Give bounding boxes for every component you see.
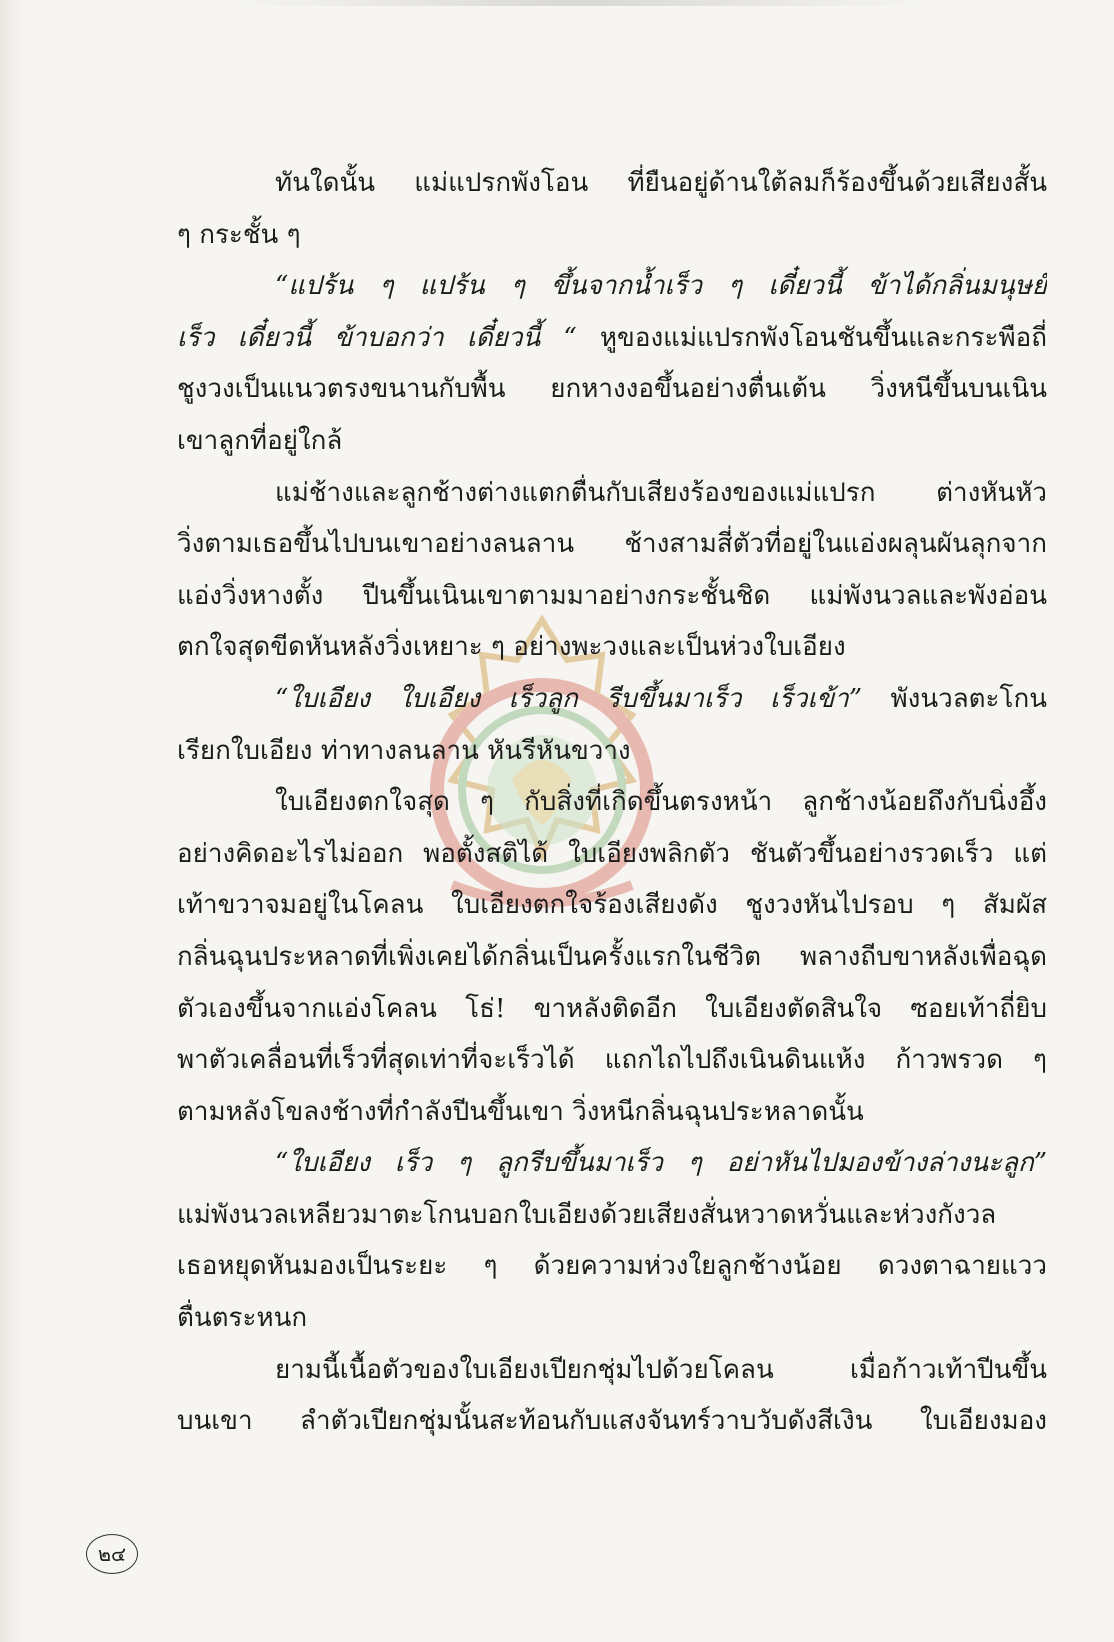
- narration: พังนวลตะโกน: [862, 683, 1047, 714]
- italic-quote: “ใบเอียง ใบเอียง เร็วลูก รีบขึ้นมาเร็ว เร็วเข้า”: [275, 683, 862, 714]
- text-line: [177, 313, 1047, 365]
- text-line: ชูงวงเป็นแนวตรงขนานกับพื้น ยกหางงอขึ้นอย่างตื่นเต้น วิ่งหนีขึ้นบนเนิน: [177, 374, 1047, 405]
- text-line: อย่างคิดอะไรไม่ออก พอตั้งสติได้ ใบเอียงพลิกตัว ชันตัวขึ้นอย่างรวดเร็ว แต่: [177, 838, 1047, 869]
- text-line: เขาลูกที่อยู่ใกล้: [177, 425, 343, 456]
- text-line: บนเขา ลำตัวเปียกชุ่มนั้นสะท้อนกับแสงจันทร์วาบวับดังสีเงิน ใบเอียงมอง: [177, 1406, 1047, 1437]
- text-line: “ใบเอียง เร็ว ๆ ลูกรีบขึ้นมาเร็ว ๆ อย่าหันไปมองข้างล่างนะลูก”: [275, 1148, 1047, 1179]
- text-line: พาตัวเคลื่อนที่เร็วที่สุดเท่าที่จะเร็วได้ แถกไถไปถึงเนินดินแห้ง ก้าวพรวด ๆ: [177, 1045, 1047, 1076]
- top-scan-artifact: [230, 0, 930, 6]
- text-line: วิ่งตามเธอขึ้นไปบนเขาอย่างลนลาน ช้างสามสี่ตัวที่อยู่ในแอ่งผลุนผันลุกจาก: [177, 529, 1047, 560]
- text-line: ตกใจสุดขีดหันหลังวิ่งเหยาะ ๆ อย่างพะวงและเป็นห่วงใบเอียง: [177, 632, 846, 663]
- story-text: [177, 158, 1047, 1448]
- text-line: ยามนี้เนื้อตัวของใบเอียงเปียกชุ่มไปด้วยโคลน เมื่อก้าวเท้าปีนขึ้น: [275, 1354, 1047, 1385]
- text-line: กลิ่นฉุนประหลาดที่เพิ่งเคยได้กลิ่นเป็นครั้งแรกในชีวิต พลางถีบขาหลังเพื่อฉุด: [177, 941, 1047, 972]
- text-line: [177, 674, 1047, 726]
- text-line: “แปร้น ๆ แปร้น ๆ ขึ้นจากน้ำเร็ว ๆ เดี๋ยวนี้ ข้าได้กลิ่นมนุษย์: [275, 271, 1047, 302]
- text-line: ตัวเองขึ้นจากแอ่งโคลน โธ่! ขาหลังติดอีก ใบเอียงตัดสินใจ ซอยเท้าถี่ยิบ: [177, 993, 1047, 1024]
- text-line: ตามหลังโขลงช้างที่กำลังปีนขึ้นเขา วิ่งหนีกลิ่นฉุนประหลาดนั้น: [177, 1096, 864, 1127]
- text-line: เรียกใบเอียง ท่าทางลนลาน หันรีหันขวาง: [177, 735, 631, 766]
- text-line: ใบเอียงตกใจสุด ๆ กับสิ่งที่เกิดขึ้นตรงหน้า ลูกช้างน้อยถึงกับนิ่งอึ้ง: [275, 787, 1047, 818]
- text-line: แม่ช้างและลูกช้างต่างแตกตื่นกับเสียงร้องของแม่แปรก ต่างหันหัว: [275, 477, 1047, 508]
- text-line: เท้าขวาจมอยู่ในโคลน ใบเอียงตกใจร้องเสียงดัง ชูงวงหันไปรอบ ๆ สัมผัส: [177, 890, 1047, 921]
- text-line: ๆ กระชั้น ๆ: [177, 219, 301, 250]
- page-edge-shadow: [0, 0, 24, 1642]
- text-line: ทันใดนั้น แม่แปรกพังโอน ที่ยืนอยู่ด้านใต้ลมก็ร้องขึ้นด้วยเสียงสั้น: [275, 168, 1047, 198]
- page-number: ๒๔: [86, 1534, 138, 1574]
- italic-quote: เร็ว เดี๋ยวนี้ ข้าบอกว่า เดี๋ยวนี้ “: [177, 322, 577, 353]
- text-line: ตื่นตระหนก: [177, 1303, 308, 1334]
- text-line: เธอหยุดหันมองเป็นระยะ ๆ ด้วยความห่วงใยลูกช้างน้อย ดวงตาฉายแวว: [177, 1251, 1047, 1282]
- text-line: แอ่งวิ่งหางตั้ง ปีนขึ้นเนินเขาตามมาอย่างกระชั้นชิด แม่พังนวลและพังอ่อน: [177, 580, 1047, 611]
- narration: หูของแม่แปรกพังโอนชันขึ้นและกระพือถี่: [576, 322, 1047, 353]
- text-line: แม่พังนวลเหลียวมาตะโกนบอกใบเอียงด้วยเสียงสั่นหวาดหวั่นและห่วงกังวล: [177, 1199, 997, 1230]
